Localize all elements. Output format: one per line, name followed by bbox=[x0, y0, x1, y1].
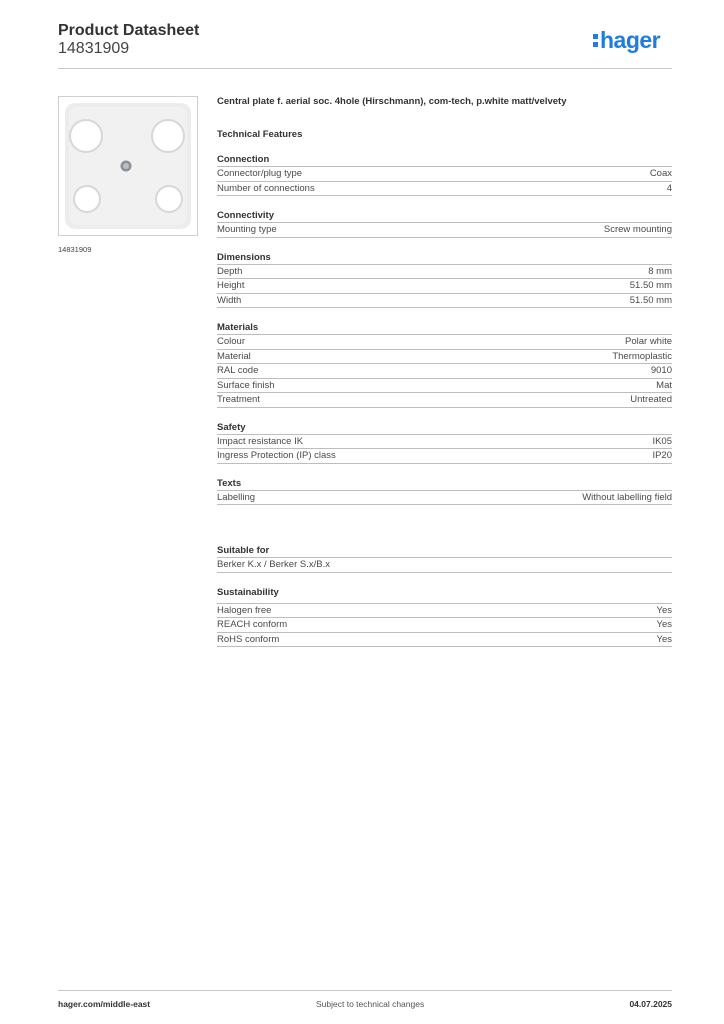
spec-label: Colour bbox=[217, 336, 245, 347]
spec-value: Coax bbox=[649, 168, 672, 179]
spec-label: REACH conform bbox=[217, 619, 288, 630]
spec-value: 9010 bbox=[650, 365, 672, 376]
spec-row bbox=[217, 264, 672, 279]
feature-groups bbox=[217, 154, 672, 505]
sustainability-group bbox=[217, 587, 672, 648]
product-image bbox=[58, 96, 198, 236]
group-title: Materials bbox=[217, 322, 259, 333]
spec-label: Height bbox=[217, 280, 245, 291]
group-title: Sustainability bbox=[217, 586, 279, 598]
suitable-for-group bbox=[217, 545, 672, 573]
page-title: Product Datasheet bbox=[58, 22, 200, 39]
spec-value: Thermoplastic bbox=[612, 350, 672, 362]
content bbox=[217, 96, 672, 647]
spec-label: Mounting type bbox=[217, 224, 277, 235]
spec-row bbox=[217, 392, 672, 408]
spec-row bbox=[217, 293, 672, 309]
spec-row bbox=[217, 434, 672, 449]
spec-value: 51.50 mm bbox=[629, 294, 672, 306]
spec-label: Labelling bbox=[217, 491, 256, 503]
spec-row bbox=[217, 363, 672, 378]
spec-group bbox=[217, 478, 672, 506]
spec-label: RAL code bbox=[217, 365, 259, 376]
logo-text: hager bbox=[600, 27, 661, 53]
spec-value: Untreated bbox=[630, 394, 672, 405]
spec-value: Mat bbox=[656, 379, 672, 391]
group-title: Connectivity bbox=[217, 210, 275, 221]
logo-colon-icon bbox=[593, 30, 599, 48]
group-title: Dimensions bbox=[217, 251, 271, 263]
footer-divider bbox=[58, 990, 672, 991]
spec-value: Yes bbox=[656, 633, 672, 645]
spec-row bbox=[217, 222, 672, 238]
spec-row bbox=[217, 490, 672, 506]
central-plate-illustration bbox=[59, 97, 197, 235]
group-title: Connection bbox=[217, 154, 270, 165]
spec-label: Material bbox=[217, 350, 251, 362]
spec-value: IP20 bbox=[652, 450, 672, 461]
spec-label: Ingress Protection (IP) class bbox=[217, 450, 336, 461]
spec-value: 8 mm bbox=[648, 265, 672, 277]
spec-group bbox=[217, 322, 672, 408]
spec-group bbox=[217, 210, 672, 238]
spec-value: IK05 bbox=[652, 435, 672, 447]
footer-website: hager.com/middle-east bbox=[58, 999, 151, 1009]
group-title: Texts bbox=[217, 477, 242, 489]
spec-label: RoHS conform bbox=[217, 633, 280, 645]
spec-row bbox=[217, 278, 672, 293]
group-title: Safety bbox=[217, 421, 246, 433]
spec-value: Yes bbox=[656, 619, 672, 630]
spec-group bbox=[217, 154, 672, 196]
spec-label: Number of connections bbox=[217, 182, 315, 194]
spec-value: 4 bbox=[666, 182, 672, 194]
product-description: Central plate f. aerial soc. 4hole (Hirschmann), com-tech, p.white matt/velvety bbox=[217, 96, 567, 107]
spec-group bbox=[217, 252, 672, 309]
spec-value: 51.50 mm bbox=[629, 280, 672, 291]
spec-row bbox=[217, 334, 672, 349]
spec-label: Halogen free bbox=[217, 604, 272, 616]
image-caption: 14831909 bbox=[58, 245, 92, 254]
spec-label: Impact resistance IK bbox=[217, 435, 304, 447]
spec-value: Polar white bbox=[625, 336, 672, 347]
spec-value: Without labelling field bbox=[582, 491, 672, 503]
spec-label: Connector/plug type bbox=[217, 168, 303, 179]
header-divider bbox=[58, 68, 672, 69]
spec-row bbox=[217, 349, 672, 364]
spec-row bbox=[217, 603, 672, 618]
spec-label: Surface finish bbox=[217, 379, 275, 391]
spec-row bbox=[217, 181, 672, 197]
spec-row bbox=[217, 617, 672, 632]
sustainability-rows bbox=[217, 603, 672, 648]
footer-notice: Subject to technical changes bbox=[316, 999, 425, 1009]
suitable-for-value: Berker K.x / Berker S.x/B.x bbox=[217, 557, 672, 573]
spec-value: Screw mounting bbox=[603, 224, 672, 235]
spec-row bbox=[217, 632, 672, 648]
footer-date: 04.07.2025 bbox=[629, 999, 672, 1009]
spec-row bbox=[217, 448, 672, 464]
hager-logo bbox=[593, 27, 660, 54]
spec-value: Yes bbox=[656, 604, 672, 616]
spec-row bbox=[217, 378, 672, 393]
product-number: 14831909 bbox=[58, 40, 130, 57]
group-title: Suitable for bbox=[217, 545, 270, 556]
spec-row bbox=[217, 166, 672, 181]
spec-label: Width bbox=[217, 294, 242, 306]
technical-features-title: Technical Features bbox=[217, 129, 303, 140]
spec-label: Depth bbox=[217, 265, 243, 277]
spec-group bbox=[217, 422, 672, 464]
spec-label: Treatment bbox=[217, 394, 260, 405]
